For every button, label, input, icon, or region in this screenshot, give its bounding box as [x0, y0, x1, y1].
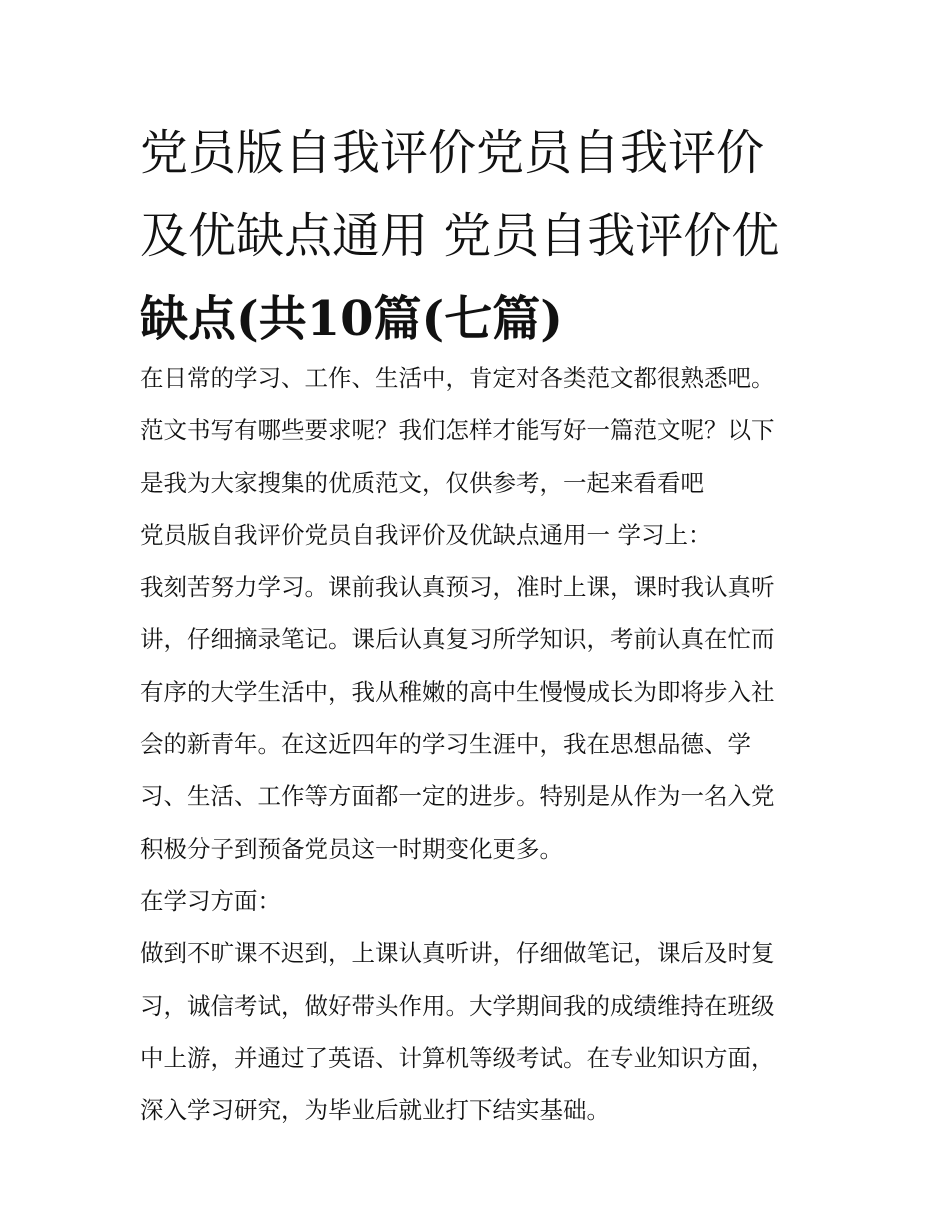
- body-line: 会的新青年。在这近四年的学习生涯中，我在思想品德、学: [140, 730, 751, 759]
- title-line-3: [140, 278, 820, 361]
- body-line: 讲，仔细摘录笔记。课后认真复习所学知识，考前认真在忙而: [140, 625, 775, 654]
- title-line-1: 党员版自我评价党员自我评价: [140, 125, 765, 181]
- title-line-3-count: 10: [306, 291, 374, 347]
- body-line: 积极分子到预备党员这一时期变化更多。: [140, 834, 563, 863]
- body-line: 深入学习研究，为毕业后就业打下结实基础。: [140, 1096, 610, 1125]
- body-line: 做到不旷课不迟到，上课认真听讲，仔细做笔记，课后及时复: [140, 939, 775, 968]
- body-line: 是我为大家搜集的优质范文，仅供参考，一起来看看吧: [140, 468, 704, 497]
- body-line: 习，诚信考试，做好带头作用。大学期间我的成绩维持在班级: [140, 991, 775, 1020]
- body-line: 在日常的学习、工作、生活中，肯定对各类范文都很熟悉吧。: [140, 364, 775, 392]
- subheading-line: 在学习方面：: [140, 886, 281, 915]
- title-line-2: 及优缺点通用 党员自我评价优: [140, 208, 780, 264]
- title-line-3-part-c: 篇(七篇): [373, 291, 563, 347]
- body-line: 习、生活、工作等方面都一定的进步。特别是从作为一名入党: [140, 782, 775, 811]
- document-body: [140, 352, 820, 1136]
- title-line-3-part-a: 缺点(共: [140, 291, 307, 347]
- body-line: 范文书写有哪些要求呢？我们怎样才能写好一篇范文呢？以下: [140, 416, 775, 445]
- document-title: [140, 112, 820, 361]
- body-line: 我刻苦努力学习。课前我认真预习，准时上课，课时我认真听: [140, 573, 775, 602]
- section-heading-line: 党员版自我评价党员自我评价及优缺点通用一 学习上：: [140, 520, 712, 549]
- body-line: 中上游，并通过了英语、计算机等级考试。在专业知识方面，: [140, 1043, 775, 1072]
- body-line: 有序的大学生活中，我从稚嫩的高中生慢慢成长为即将步入社: [140, 677, 775, 706]
